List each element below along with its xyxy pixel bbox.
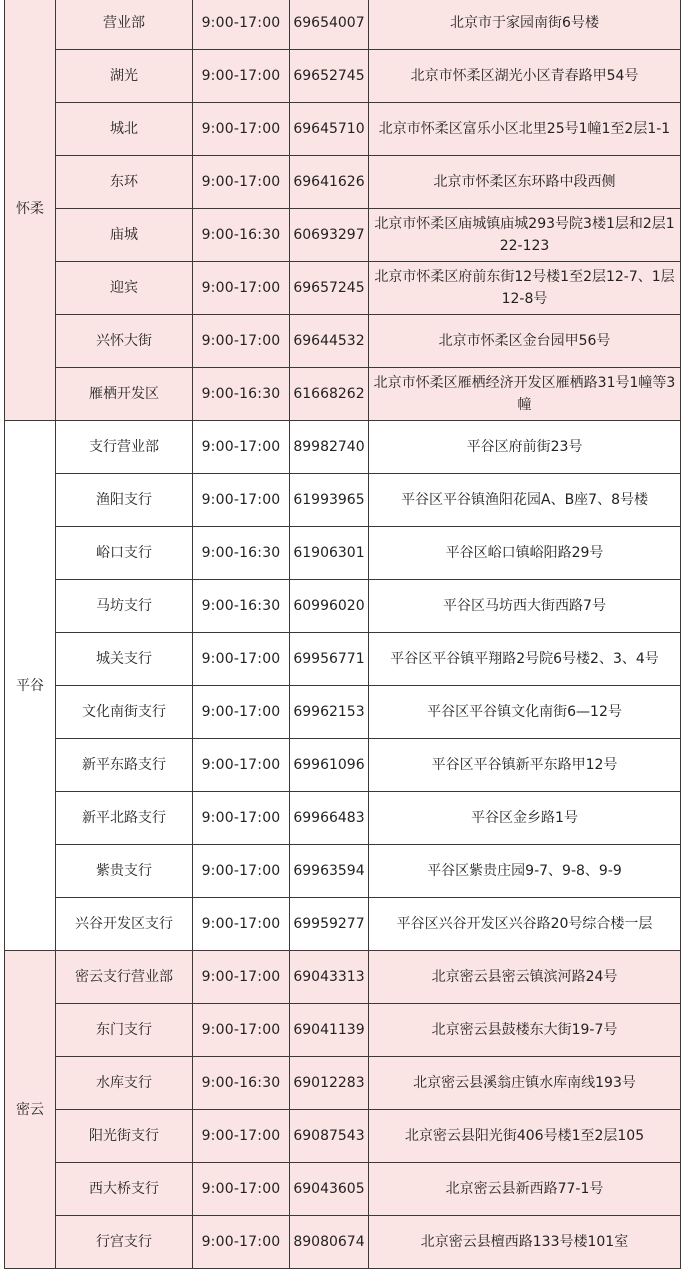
business-hours-cell: 9:00-17:00 bbox=[193, 156, 290, 209]
business-hours-cell: 9:00-17:00 bbox=[193, 315, 290, 368]
address-cell: 平谷区平谷镇新平东路甲12号 bbox=[369, 739, 681, 792]
table-row bbox=[5, 368, 681, 421]
branch-name-cell: 兴谷开发区支行 bbox=[56, 898, 193, 951]
table-row bbox=[5, 792, 681, 845]
phone-number-cell: 69962153 bbox=[290, 686, 369, 739]
address-cell: 北京密云县阳光街406号楼1至2层105 bbox=[369, 1110, 681, 1163]
address-cell: 平谷区马坊西大街西路7号 bbox=[369, 580, 681, 633]
address-cell: 平谷区兴谷开发区兴谷路20号综合楼一层 bbox=[369, 898, 681, 951]
address-cell: 北京密云县密云镇滨河路24号 bbox=[369, 951, 681, 1004]
business-hours-cell: 9:00-16:30 bbox=[193, 580, 290, 633]
table-row bbox=[5, 951, 681, 1004]
table-row bbox=[5, 262, 681, 315]
address-cell: 北京市怀柔区东环路中段西侧 bbox=[369, 156, 681, 209]
table-row bbox=[5, 527, 681, 580]
business-hours-cell: 9:00-17:00 bbox=[193, 845, 290, 898]
branch-name-cell: 支行营业部 bbox=[56, 421, 193, 474]
branch-name-cell: 水库支行 bbox=[56, 1057, 193, 1110]
branch-name-cell: 城关支行 bbox=[56, 633, 193, 686]
table-row bbox=[5, 1004, 681, 1057]
address-cell: 北京市于家园南街6号楼 bbox=[369, 0, 681, 50]
address-cell: 平谷区府前街23号 bbox=[369, 421, 681, 474]
table-row bbox=[5, 156, 681, 209]
branch-name-cell: 新平北路支行 bbox=[56, 792, 193, 845]
branch-name-cell: 新平东路支行 bbox=[56, 739, 193, 792]
branch-name-cell: 东环 bbox=[56, 156, 193, 209]
district-cell: 怀柔 bbox=[5, 0, 56, 421]
phone-number-cell: 69087543 bbox=[290, 1110, 369, 1163]
branch-name-cell: 城北 bbox=[56, 103, 193, 156]
business-hours-cell: 9:00-16:30 bbox=[193, 527, 290, 580]
phone-number-cell: 69041139 bbox=[290, 1004, 369, 1057]
business-hours-cell: 9:00-17:00 bbox=[193, 739, 290, 792]
phone-number-cell: 69652745 bbox=[290, 50, 369, 103]
table-row bbox=[5, 0, 681, 50]
address-cell: 北京市怀柔区府前东街12号楼1至2层12-7、1层12-8号 bbox=[369, 262, 681, 315]
table-row bbox=[5, 739, 681, 792]
address-cell: 北京密云县檀西路133号楼101室 bbox=[369, 1216, 681, 1269]
table-row bbox=[5, 1216, 681, 1269]
phone-number-cell: 89080674 bbox=[290, 1216, 369, 1269]
address-cell: 北京市怀柔区湖光小区青春路甲54号 bbox=[369, 50, 681, 103]
address-cell: 北京密云县鼓楼东大街19-7号 bbox=[369, 1004, 681, 1057]
address-cell: 平谷区紫贵庄园9-7、9-8、9-9 bbox=[369, 845, 681, 898]
address-cell: 平谷区平谷镇渔阳花园A、B座7、8号楼 bbox=[369, 474, 681, 527]
business-hours-cell: 9:00-17:00 bbox=[193, 1004, 290, 1057]
phone-number-cell: 60996020 bbox=[290, 580, 369, 633]
branch-name-cell: 紫贵支行 bbox=[56, 845, 193, 898]
address-cell: 平谷区峪口镇峪阳路29号 bbox=[369, 527, 681, 580]
table-body bbox=[5, 0, 681, 1269]
business-hours-cell: 9:00-17:00 bbox=[193, 633, 290, 686]
district-cell: 密云 bbox=[5, 951, 56, 1269]
address-cell: 北京市怀柔区富乐小区北里25号1幢1至2层1-1 bbox=[369, 103, 681, 156]
business-hours-cell: 9:00-17:00 bbox=[193, 103, 290, 156]
branch-name-cell: 迎宾 bbox=[56, 262, 193, 315]
business-hours-cell: 9:00-17:00 bbox=[193, 421, 290, 474]
phone-number-cell: 69956771 bbox=[290, 633, 369, 686]
branch-name-cell: 湖光 bbox=[56, 50, 193, 103]
business-hours-cell: 9:00-17:00 bbox=[193, 898, 290, 951]
phone-number-cell: 69963594 bbox=[290, 845, 369, 898]
table-row bbox=[5, 633, 681, 686]
phone-number-cell: 69645710 bbox=[290, 103, 369, 156]
table-row bbox=[5, 1057, 681, 1110]
table-row bbox=[5, 1110, 681, 1163]
business-hours-cell: 9:00-17:00 bbox=[193, 792, 290, 845]
branch-name-cell: 阳光街支行 bbox=[56, 1110, 193, 1163]
phone-number-cell: 61668262 bbox=[290, 368, 369, 421]
phone-number-cell: 89982740 bbox=[290, 421, 369, 474]
address-cell: 平谷区平谷镇文化南街6—12号 bbox=[369, 686, 681, 739]
branch-name-cell: 文化南街支行 bbox=[56, 686, 193, 739]
table-row bbox=[5, 421, 681, 474]
business-hours-cell: 9:00-17:00 bbox=[193, 0, 290, 50]
phone-number-cell: 69043313 bbox=[290, 951, 369, 1004]
table-row bbox=[5, 898, 681, 951]
phone-number-cell: 69012283 bbox=[290, 1057, 369, 1110]
business-hours-cell: 9:00-17:00 bbox=[193, 1216, 290, 1269]
phone-number-cell: 69657245 bbox=[290, 262, 369, 315]
phone-number-cell: 60693297 bbox=[290, 209, 369, 262]
address-cell: 平谷区金乡路1号 bbox=[369, 792, 681, 845]
branch-name-cell: 兴怀大街 bbox=[56, 315, 193, 368]
phone-number-cell: 69644532 bbox=[290, 315, 369, 368]
business-hours-cell: 9:00-17:00 bbox=[193, 50, 290, 103]
business-hours-cell: 9:00-17:00 bbox=[193, 951, 290, 1004]
phone-number-cell: 61906301 bbox=[290, 527, 369, 580]
table-row bbox=[5, 50, 681, 103]
address-cell: 北京市怀柔区庙城镇庙城293号院3楼1层和2层122-123 bbox=[369, 209, 681, 262]
branch-name-cell: 营业部 bbox=[56, 0, 193, 50]
district-cell: 平谷 bbox=[5, 421, 56, 951]
business-hours-cell: 9:00-17:00 bbox=[193, 1163, 290, 1216]
business-hours-cell: 9:00-17:00 bbox=[193, 686, 290, 739]
address-cell: 北京市怀柔区雁栖经济开发区雁栖路31号1幢等3幢 bbox=[369, 368, 681, 421]
branch-name-cell: 东门支行 bbox=[56, 1004, 193, 1057]
business-hours-cell: 9:00-17:00 bbox=[193, 262, 290, 315]
table-row bbox=[5, 103, 681, 156]
branch-name-cell: 峪口支行 bbox=[56, 527, 193, 580]
table-row bbox=[5, 1163, 681, 1216]
table-row bbox=[5, 580, 681, 633]
phone-number-cell: 69654007 bbox=[290, 0, 369, 50]
table-row bbox=[5, 474, 681, 527]
phone-number-cell: 69961096 bbox=[290, 739, 369, 792]
business-hours-cell: 9:00-16:30 bbox=[193, 209, 290, 262]
phone-number-cell: 69641626 bbox=[290, 156, 369, 209]
table-row bbox=[5, 845, 681, 898]
branch-name-cell: 行宫支行 bbox=[56, 1216, 193, 1269]
branch-name-cell: 密云支行营业部 bbox=[56, 951, 193, 1004]
table-row bbox=[5, 315, 681, 368]
branch-name-cell: 庙城 bbox=[56, 209, 193, 262]
branch-name-cell: 西大桥支行 bbox=[56, 1163, 193, 1216]
address-cell: 北京密云县新西路77-1号 bbox=[369, 1163, 681, 1216]
business-hours-cell: 9:00-16:30 bbox=[193, 368, 290, 421]
business-hours-cell: 9:00-17:00 bbox=[193, 1110, 290, 1163]
branch-name-cell: 雁栖开发区 bbox=[56, 368, 193, 421]
phone-number-cell: 61993965 bbox=[290, 474, 369, 527]
address-cell: 北京市怀柔区金台园甲56号 bbox=[369, 315, 681, 368]
business-hours-cell: 9:00-17:00 bbox=[193, 474, 290, 527]
business-hours-cell: 9:00-16:30 bbox=[193, 1057, 290, 1110]
phone-number-cell: 69966483 bbox=[290, 792, 369, 845]
phone-number-cell: 69959277 bbox=[290, 898, 369, 951]
phone-number-cell: 69043605 bbox=[290, 1163, 369, 1216]
branch-name-cell: 马坊支行 bbox=[56, 580, 193, 633]
branch-name-cell: 渔阳支行 bbox=[56, 474, 193, 527]
table-row bbox=[5, 209, 681, 262]
address-cell: 平谷区平谷镇平翔路2号院6号楼2、3、4号 bbox=[369, 633, 681, 686]
address-cell: 北京密云县溪翁庄镇水库南线193号 bbox=[369, 1057, 681, 1110]
branch-table bbox=[4, 0, 681, 1269]
table-row bbox=[5, 686, 681, 739]
